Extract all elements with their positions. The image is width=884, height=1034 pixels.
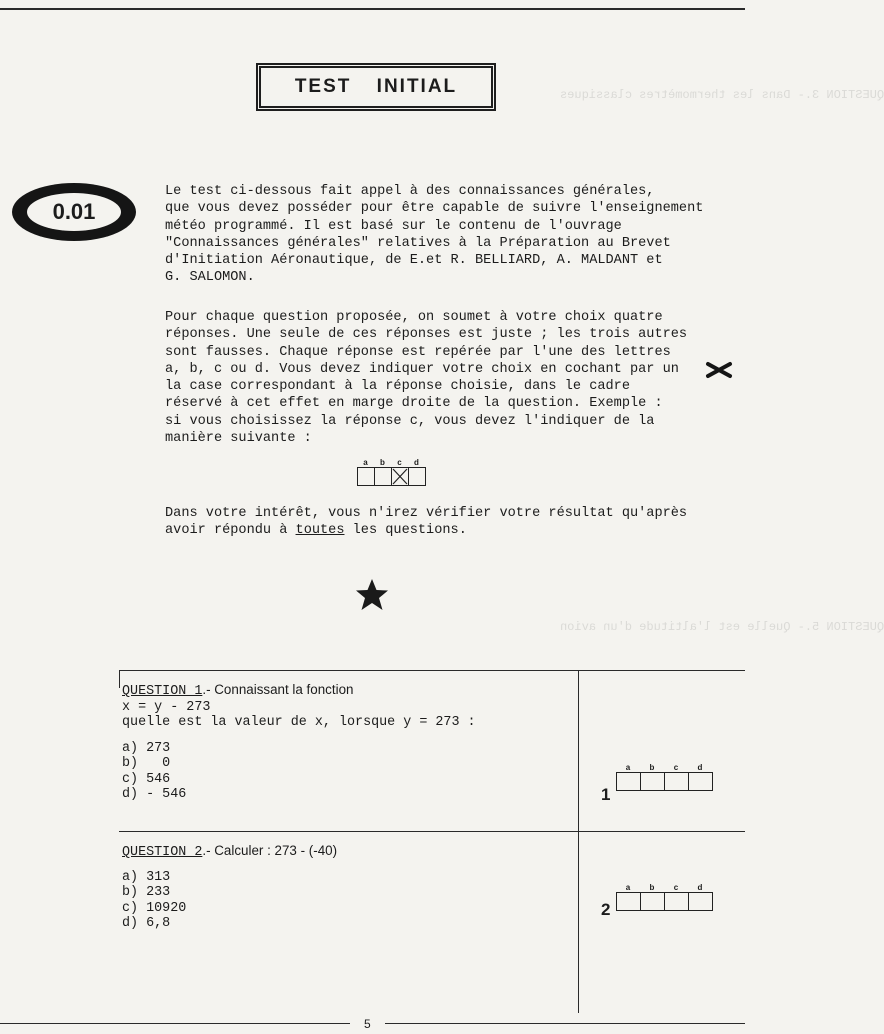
example-answer-grid bbox=[357, 458, 426, 486]
example-grid-cells bbox=[357, 467, 426, 486]
question-1 bbox=[122, 682, 476, 803]
bleed-through-text: QUESTION 3.- Dans les thermomètres classiques bbox=[560, 88, 884, 102]
advice-paragraph bbox=[165, 505, 735, 540]
question-2-number: 2 bbox=[601, 900, 611, 919]
answer-option: a) 273 bbox=[122, 740, 171, 756]
question-1-formula: x = y - 273 bbox=[122, 699, 211, 715]
instructions-line: manière suivante : bbox=[165, 431, 312, 447]
intro-line: que vous devez posséder pour être capable de suivre l'enseignement bbox=[165, 201, 704, 217]
top-rule bbox=[0, 8, 745, 10]
intro-paragraph bbox=[165, 183, 735, 287]
bleed-through-text: QUESTION 5.- Quelle est l'altitude d'un avion bbox=[560, 620, 884, 634]
check-cross-icon bbox=[392, 468, 408, 485]
star-icon bbox=[354, 578, 390, 612]
grid-letter: d bbox=[697, 763, 703, 772]
answer-cell-d[interactable] bbox=[689, 893, 712, 910]
grid-cell bbox=[375, 468, 392, 485]
intro-line: G. SALOMON. bbox=[165, 270, 255, 286]
grid-cell bbox=[409, 468, 425, 485]
question-1-header bbox=[122, 682, 476, 700]
instructions-line: si vous choisissez la réponse c, vous devez l'indiquer de la bbox=[165, 413, 655, 429]
example-grid-letters bbox=[357, 458, 426, 467]
grid-cells bbox=[616, 772, 713, 791]
grid-letter: b bbox=[380, 458, 385, 467]
answer-option: c) 10920 bbox=[122, 900, 187, 916]
instructions-line: réservé à cet effet en marge droite de la question. Exemple : bbox=[165, 396, 663, 412]
question-frame-top bbox=[119, 670, 745, 671]
grid-cell-checked bbox=[392, 468, 409, 485]
grid-letter: a bbox=[625, 763, 631, 772]
question-1-answer-grid bbox=[616, 763, 713, 791]
question-1-ask: quelle est la valeur de x, lorsque y = 273 : bbox=[122, 715, 476, 730]
intro-line: d'Initiation Aéronautique, de E.et R. BELLIARD, A. MALDANT et bbox=[165, 253, 663, 269]
instructions-line: sont fausses. Chaque réponse est repérée par l'une des lettres bbox=[165, 344, 671, 360]
intro-line: Le test ci-dessous fait appel à des connaissances générales, bbox=[165, 184, 655, 199]
footer-rule-left bbox=[0, 1023, 350, 1024]
answer-cell-b[interactable] bbox=[641, 893, 665, 910]
answer-cell-c[interactable] bbox=[665, 773, 689, 790]
advice-line: avoir répondu à toutes les questions. bbox=[165, 523, 467, 539]
instructions-line: a, b, c ou d. Vous devez indiquer votre choix en cochant par un bbox=[165, 361, 679, 377]
grid-letter: d bbox=[414, 458, 419, 467]
instructions-line: la case correspondant à la réponse choisie, dans le cadre bbox=[165, 379, 630, 395]
answer-option: a) 313 bbox=[122, 869, 171, 885]
answer-cell-a[interactable] bbox=[617, 773, 641, 790]
grid-letters bbox=[616, 883, 713, 892]
answer-option: b) 0 bbox=[122, 756, 171, 771]
grid-letter: c bbox=[397, 458, 402, 467]
grid-letter: c bbox=[673, 763, 679, 772]
answer-option: b) 233 bbox=[122, 885, 171, 900]
question-1-label: QUESTION 1 bbox=[122, 684, 203, 699]
grid-letter: a bbox=[625, 883, 631, 892]
page-title: TEST INITIAL bbox=[259, 66, 493, 108]
question-2-header bbox=[122, 843, 337, 861]
grid-letters bbox=[616, 763, 713, 772]
answer-cell-d[interactable] bbox=[689, 773, 712, 790]
footer-rule-right bbox=[385, 1023, 745, 1024]
question-2-answer-grid bbox=[616, 883, 713, 911]
cross-mark-icon bbox=[706, 361, 732, 379]
answer-column-divider bbox=[578, 670, 579, 1013]
question-divider bbox=[119, 831, 745, 832]
advice-line: Dans votre intérêt, vous n'irez vérifier votre résultat qu'après bbox=[165, 506, 688, 521]
instructions-line: Pour chaque question proposée, on soumet à votre choix quatre bbox=[165, 310, 663, 325]
grid-letter: b bbox=[649, 763, 655, 772]
intro-line: météo programmé. Il est basé sur le contenu de l'ouvrage bbox=[165, 218, 622, 234]
grid-letter: c bbox=[673, 883, 679, 892]
grid-cells bbox=[616, 892, 713, 911]
grid-letter: b bbox=[649, 883, 655, 892]
section-badge-label: 0.01 bbox=[27, 193, 121, 231]
question-2-prompt: .- Calculer : 273 - (-40) bbox=[202, 843, 338, 858]
question-2 bbox=[122, 843, 337, 932]
answer-option: c) 546 bbox=[122, 771, 171, 787]
answer-cell-b[interactable] bbox=[641, 773, 665, 790]
section-badge bbox=[12, 183, 136, 241]
instructions-paragraph bbox=[165, 309, 735, 447]
grid-letter: d bbox=[697, 883, 703, 892]
grid-cell bbox=[358, 468, 375, 485]
question-frame-left bbox=[119, 670, 120, 688]
emphasis-toutes: toutes bbox=[295, 523, 345, 539]
instructions-line: réponses. Une seule de ces réponses est juste ; les trois autres bbox=[165, 327, 688, 343]
answer-option: d) 6,8 bbox=[122, 916, 171, 931]
question-1-prompt: .- Connaissant la fonction bbox=[202, 682, 354, 697]
answer-cell-c[interactable] bbox=[665, 893, 689, 910]
grid-letter: a bbox=[363, 458, 368, 467]
answer-cell-a[interactable] bbox=[617, 893, 641, 910]
intro-line: "Connaissances générales" relatives à la Préparation au Brevet bbox=[165, 235, 671, 251]
question-2-label: QUESTION 2 bbox=[122, 845, 203, 860]
page-number: 5 bbox=[364, 1017, 371, 1031]
answer-option: d) - 546 bbox=[122, 787, 187, 802]
question-1-number: 1 bbox=[601, 785, 611, 804]
